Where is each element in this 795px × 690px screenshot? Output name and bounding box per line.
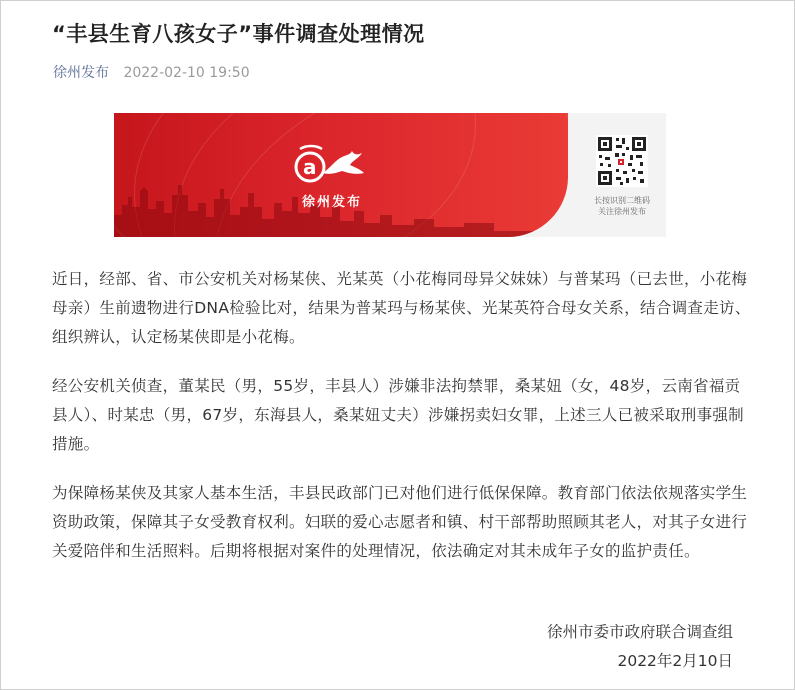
banner-image [114, 113, 666, 237]
qr-caption [584, 195, 660, 217]
signature-date: 2022年2月10日 [617, 652, 733, 670]
qr-code-icon[interactable] [596, 135, 648, 187]
article-meta [53, 62, 250, 82]
signature-block [547, 618, 733, 676]
qr-caption-line1: 长按识别二维码 [594, 196, 650, 205]
signature-org: 徐州市委市政府联合调查组 [546, 623, 733, 641]
body-paragraph: 经公安机关侦查，董某民（男，55岁，丰县人）涉嫌非法拘禁罪，桑某妞（女，48岁，云南省福贡县人）、时某忠（男，67岁，东海县人，桑某妞丈夫）涉嫌拐卖妇女罪，上述三人已被采取刑事强制措施。 [52, 377, 744, 453]
body-paragraph: 近日，经部、省、市公安机关对杨某侠、光某英（小花梅同母异父妹妹）与普某玛（已去世，小花梅母亲）生前遗物进行DNA检验比对，结果为普某玛与杨某侠、光某英符合母女关系，结合调查走访、组织辨认，认定杨某侠即是小花梅。 [52, 270, 751, 346]
banner-logo-text: 徐州发布 [302, 195, 363, 210]
publish-time: 2022-02-10 19:50 [123, 65, 250, 81]
xuzhou-fabu-logo-icon [292, 143, 370, 187]
banner-red-panel [114, 113, 568, 237]
article-title: “丰县生育八孩女子”事件调查处理情况 [52, 22, 425, 46]
svg-text:a: a [303, 155, 317, 179]
qr-caption-line2: 关注徐州发布 [598, 207, 646, 216]
source-link[interactable]: 徐州发布 [53, 65, 109, 81]
body-paragraph: 为保障杨某侠及其家人基本生活，丰县民政部门已对他们进行低保保障。教育部门依法依规落实学生资助政策，保障其子女受教育权利。妇联的爱心志愿者和镇、村干部帮助照顾其老人，对其子女进行关爱陪伴和生活照料。后期将根据对案件的处理情况，依法确定对其未成年子女的监护责任。 [52, 484, 748, 560]
